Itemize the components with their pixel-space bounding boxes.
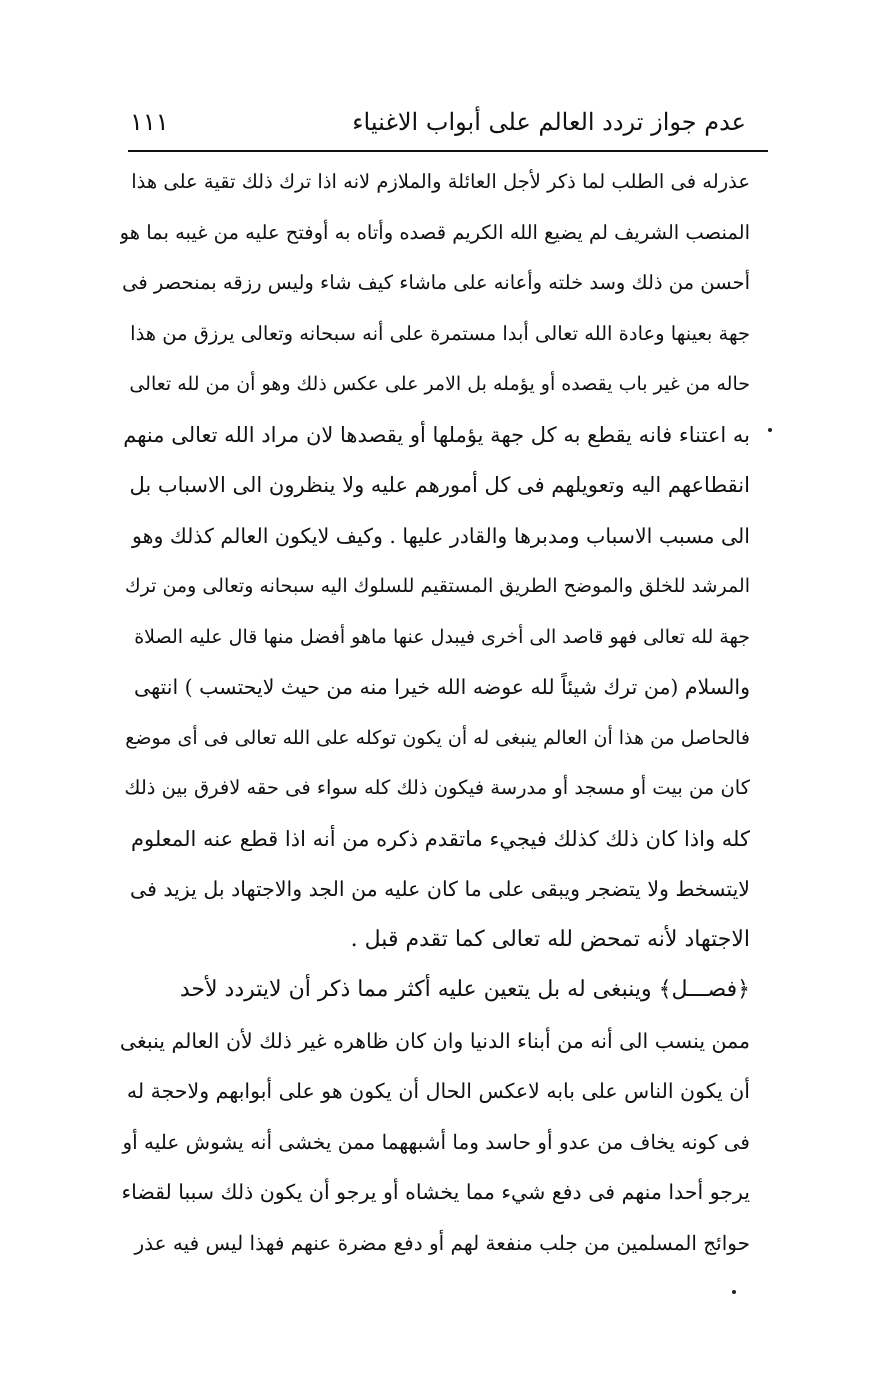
- text-line: به اعتناء فانه يقطع به كل جهة يؤملها أو يقصدها لان مراد الله تعالى منهم: [123, 422, 750, 447]
- text-line: حاله من غير باب يقصده أو يؤمله بل الامر على عكس ذلك وهو أن من لله تعالى: [129, 373, 750, 395]
- text-line: المنصب الشريف لم يضيع الله الكريم قصده وأتاه به أوفتح عليه من غيبه بما هو: [120, 220, 750, 244]
- text-line: لايتسخط ولا يتضجر ويبقى على ما كان عليه من الجد والاجتهاد بل يزيد فى: [129, 877, 750, 901]
- page-header: [130, 100, 746, 144]
- text-line: يرجو أحدا منهم فى دفع شيء مما يخشاه أو يرجو أن يكون ذلك سببا لقضاء: [121, 1180, 750, 1204]
- text-line: أحسن من ذلك وسد خلته وأعانه على ماشاء كيف شاء وليس رزقه بمنحصر فى: [122, 271, 750, 294]
- text-line: كله واذا كان ذلك كذلك فيجيء ماتقدم ذكره من أنه اذا قطع عنه المعلوم: [131, 826, 750, 851]
- running-title: عدم جواز تردد العالم على أبواب الاغنياء: [352, 108, 746, 136]
- margin-mark: [768, 428, 772, 432]
- text-line: عذرله فى الطلب لما ذكر لأجل العائلة والملازم لانه اذا ترك ذلك تقية على هذا: [131, 170, 750, 193]
- text-line: جهة لله تعالى فهو قاصد الى أخرى فيبدل عنها ماهو أفضل منها قال عليه الصلاة: [134, 625, 750, 648]
- header-rule: [128, 150, 768, 152]
- page-number: ١١١: [130, 108, 169, 136]
- text-line: ممن ينسب الى أنه من أبناء الدنيا وان كان ظاهره غير ذلك لأن العالم ينبغى: [120, 1028, 750, 1053]
- stray-dot: [732, 1290, 736, 1294]
- text-line: حوائج المسلمين من جلب منفعة لهم أو دفع مضرة عنهم فهذا ليس فيه عذر: [134, 1230, 750, 1255]
- text-line: الى مسبب الاسباب ومدبرها والقادر عليها . وكيف لايكون العالم كذلك وهو: [132, 523, 750, 548]
- text-line: فالحاصل من هذا أن العالم ينبغى له أن يكون توكله على الله تعالى فى أى موضع: [125, 726, 750, 749]
- text-line: فى كونه يخاف من عدو أو حاسد وما أشبههما ممن يخشى أنه يشوش عليه أو: [122, 1129, 750, 1154]
- text-line: أن يكون الناس على بابه لاعكس الحال أن يكون هو على أبوابهم ولاحجة له: [126, 1079, 750, 1103]
- section-heading-line: ﴿فصـــل﴾ وينبغى له بل يتعين عليه أكثر مما ذكر أن لايتردد لأحد: [179, 977, 750, 1002]
- text-line: انقطاعهم اليه وتعويلهم فى كل أمورهم عليه ولا ينظرون الى الاسباب بل: [129, 473, 750, 497]
- text-line: كان من بيت أو مسجد أو مدرسة فيكون ذلك كله سواء فى حقه لافرق بين ذلك: [124, 776, 750, 799]
- body-text: [120, 157, 750, 1268]
- text-line: والسلام (من ترك شيئاً لله عوضه الله خيرا منه من حيث لايحتسب ) انتهى: [134, 675, 750, 699]
- text-line: جهة بعينها وعادة الله تعالى أبدا مستمرة على أنه سبحانه وتعالى يرزق من هذا: [130, 321, 750, 345]
- text-line: الاجتهاد لأنه تمحض لله تعالى كما تقدم قبل .: [350, 926, 750, 952]
- text-line: المرشد للخلق والموضح الطريق المستقيم للسلوك اليه سبحانه وتعالى ومن ترك: [125, 575, 750, 597]
